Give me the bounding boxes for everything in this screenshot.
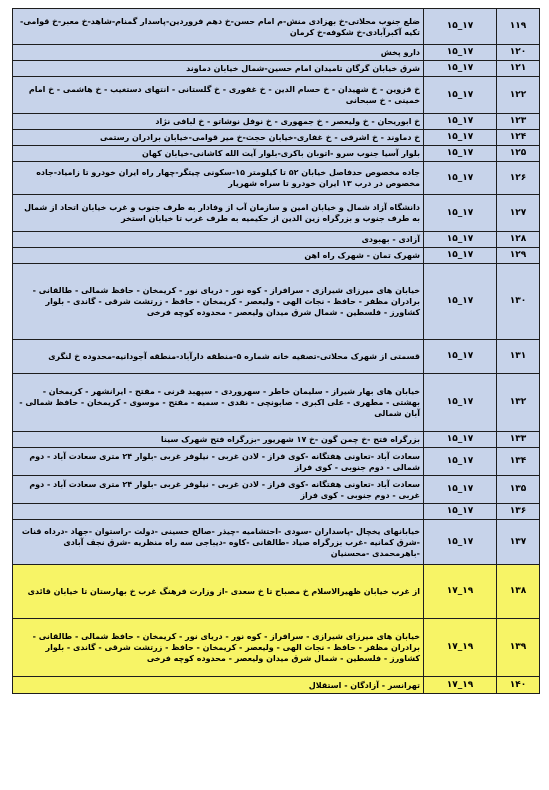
time-range-cell: ۱۵_۱۷	[424, 264, 497, 340]
area-description-cell: خ قزوین - خ شهیدان - خ حسام الدین - خ غفوری - خ گلستانی - انتهای دستغیب - خ هاشمی - خ امام خمینی - خ سبحانی	[13, 77, 424, 114]
area-description-cell: قسمتی از شهرک محلاتی-تصفیه خانه شماره ۵-منطقه دارآباد-منطقه آجودانیه-محدوده خ لنگری	[13, 340, 424, 374]
time-range-cell: ۱۵_۱۷	[424, 146, 497, 162]
table-row	[13, 264, 540, 340]
table-row	[13, 232, 540, 248]
row-number-cell: ۱۲۷	[497, 195, 540, 232]
time-range-cell: ۱۵_۱۷	[424, 340, 497, 374]
row-number-cell: ۱۲۸	[497, 232, 540, 248]
table-row	[13, 9, 540, 45]
area-description-cell: بلوار آسیا جنوب سرو -اتوبان باکری-بلوار آیت الله کاشانی-خیابان کهان	[13, 146, 424, 162]
row-number-cell: ۱۳۲	[497, 374, 540, 432]
table-row	[13, 45, 540, 61]
table-row	[13, 520, 540, 565]
table-row	[13, 146, 540, 162]
table-row	[13, 677, 540, 694]
table-row	[13, 195, 540, 232]
area-description-cell: سعادت آباد -تعاونی هفتگانه -کوی فراز - لادن غربی - نیلوفر غربی -بلوار ۲۴ متری سعادت آباد - دوم شمالی - دوم جنوبی - کوی فراز	[13, 448, 424, 476]
table-row	[13, 504, 540, 520]
row-number-cell: ۱۳۱	[497, 340, 540, 374]
time-range-cell: ۱۵_۱۷	[424, 432, 497, 448]
area-description-cell: شهرک تمان - شهرک راه اهن	[13, 248, 424, 264]
row-number-cell: ۱۳۶	[497, 504, 540, 520]
area-description-cell: بزرگراه فتح -خ چمن گون -خ ۱۷ شهریور -بزرگراه فتح شهرک سینا	[13, 432, 424, 448]
row-number-cell: ۱۳۰	[497, 264, 540, 340]
row-number-cell: ۱۳۷	[497, 520, 540, 565]
time-range-cell: ۱۷_۱۹	[424, 677, 497, 694]
time-range-cell: ۱۵_۱۷	[424, 232, 497, 248]
area-description-cell: ضلع جنوب محلاتی-خ بهزادی منش-م امام حسن-خ دهم فروردین-پاسدار گمنام-شاهد-خ معبر-خ قوامی-تکیه آکبرآبادی-خ شکوفه-خ کرمان	[13, 9, 424, 45]
table-row	[13, 565, 540, 619]
area-description-cell: دانشگاه آزاد شمال و خیابان امین و سازمان آب از وفادار به طرف جنوب و غرب خیابان اتحاد از شمال به طرف جنوب و بزرگراه زین الدین از حکیمیه به طرف غرب تا خیابان استخر	[13, 195, 424, 232]
row-number-cell: ۱۳۳	[497, 432, 540, 448]
row-number-cell: ۱۱۹	[497, 9, 540, 45]
row-number-cell: ۱۲۹	[497, 248, 540, 264]
row-number-cell: ۱۳۴	[497, 448, 540, 476]
row-number-cell: ۱۴۰	[497, 677, 540, 694]
table-row	[13, 77, 540, 114]
time-range-cell: ۱۵_۱۷	[424, 162, 497, 195]
area-description-cell: جاده مخصوص حدفاصل خیابان ۵۲ تا کیلومتر ۱۵-سکونی چیتگر-چهار راه ایران خودرو تا زامیاد-جاده مخصوص در درب ۱۳ ایران خودرو تا سراه شهریار	[13, 162, 424, 195]
time-range-cell: ۱۵_۱۷	[424, 476, 497, 504]
outage-schedule-sheet	[12, 8, 540, 694]
area-description-cell: آزادی - بهبودی	[13, 232, 424, 248]
time-range-cell: ۱۵_۱۷	[424, 504, 497, 520]
table-row	[13, 374, 540, 432]
time-range-cell: ۱۵_۱۷	[424, 374, 497, 432]
row-number-cell: ۱۲۳	[497, 114, 540, 130]
table-row	[13, 619, 540, 677]
time-range-cell: ۱۷_۱۹	[424, 565, 497, 619]
row-number-cell: ۱۲۴	[497, 130, 540, 146]
time-range-cell: ۱۵_۱۷	[424, 114, 497, 130]
time-range-cell: ۱۵_۱۷	[424, 195, 497, 232]
row-number-cell: ۱۲۲	[497, 77, 540, 114]
schedule-rows	[13, 9, 540, 694]
time-range-cell: ۱۵_۱۷	[424, 248, 497, 264]
table-row	[13, 130, 540, 146]
row-number-cell: ۱۲۱	[497, 61, 540, 77]
area-description-cell: از غرب خیابان ظهیرالاسلام خ مصباح تا خ سعدی -از وزارت فرهنگ غرب خ بهارستان تا خیابان قائدی	[13, 565, 424, 619]
table-row	[13, 162, 540, 195]
area-description-cell: خیابان های بهار شیراز - سلیمان خاطر - سهروردی - سپهبد قرنی - مفتح - ایرانشهر - کریمخان - بهشتی - مطهری - علی اکبری - صابونچی - نقدی - سمیه - مفتح - موسوی - کریمخان - حافظ شمالی - آبان شمالی	[13, 374, 424, 432]
row-number-cell: ۱۳۵	[497, 476, 540, 504]
area-description-cell: خ ابوریحان - خ ولیعصر - خ جمهوری - خ نوفل نوشاتو - خ لبافی نژاد	[13, 114, 424, 130]
area-description-cell	[13, 504, 424, 520]
time-range-cell: ۱۵_۱۷	[424, 9, 497, 45]
table-row	[13, 476, 540, 504]
area-description-cell: خ دماوند - خ اشرفی - خ غفاری-خیابان حجت-خ میر قوامی-خیابان برادران رستمی	[13, 130, 424, 146]
area-description-cell: خیابان های میرزای شیرازی - سرافراز - کوه نور - دریای نور - کریمخان - حافظ شمالی - طالقانی - برادران مظفر - حافظ - نجات الهی - ولیعصر - کریمخان - حافظ - زرتشت شرقی - گاندی - بلوار کشاورز - فلسطین - شمال شرق میدان ولیعصر - محدوده کوچه فرخی	[13, 619, 424, 677]
time-range-cell: ۱۵_۱۷	[424, 45, 497, 61]
time-range-cell: ۱۵_۱۷	[424, 77, 497, 114]
table-row	[13, 432, 540, 448]
area-description-cell: دارو پخش	[13, 45, 424, 61]
area-description-cell: تهرانسر - آزادگان - استقلال	[13, 677, 424, 694]
table-row	[13, 448, 540, 476]
table-row	[13, 248, 540, 264]
area-description-cell: خیابانهای یخچال -پاسداران -سودی -احتشامیه -چیذر -صالح حسینی -دولت -راستوان -جهاد -درداه قنات -شرق کمانیه -غرب بزرگراه صیاد -طالقانی -کاوه -دیباجی سه راه منظریه -شرق نجف آبادی -باهرمحمدی -محسنیان	[13, 520, 424, 565]
time-range-cell: ۱۵_۱۷	[424, 61, 497, 77]
time-range-cell: ۱۵_۱۷	[424, 448, 497, 476]
table-row	[13, 61, 540, 77]
table-row	[13, 340, 540, 374]
time-range-cell: ۱۵_۱۷	[424, 520, 497, 565]
time-range-cell: ۱۵_۱۷	[424, 130, 497, 146]
area-description-cell: شرق خیابان گرگان تامیدان امام حسین-شمال خیابان دماوند	[13, 61, 424, 77]
area-description-cell: خیابان های میرزای شیرازی - سرافراز - کوه نور - دریای نور - کریمخان - حافظ شمالی - طالقانی - برادران مظفر - حافظ - نجات الهی - ولیعصر - کریمخان - حافظ - زرتشت شرقی - گاندی - بلوار کشاورز - فلسطین - شمال شرق میدان ولیعصر - محدوده کوچه فرخی	[13, 264, 424, 340]
row-number-cell: ۱۲۶	[497, 162, 540, 195]
row-number-cell: ۱۳۸	[497, 565, 540, 619]
area-description-cell: سعادت آباد -تعاونی هفتگانه -کوی فراز - لادن غربی - نیلوفر غربی -بلوار ۲۴ متری سعادت آباد - دوم غربی - دوم جنوبی - کوی فراز	[13, 476, 424, 504]
time-range-cell: ۱۷_۱۹	[424, 619, 497, 677]
row-number-cell: ۱۲۵	[497, 146, 540, 162]
row-number-cell: ۱۲۰	[497, 45, 540, 61]
table-row	[13, 114, 540, 130]
outage-schedule-table	[12, 8, 540, 694]
row-number-cell: ۱۳۹	[497, 619, 540, 677]
